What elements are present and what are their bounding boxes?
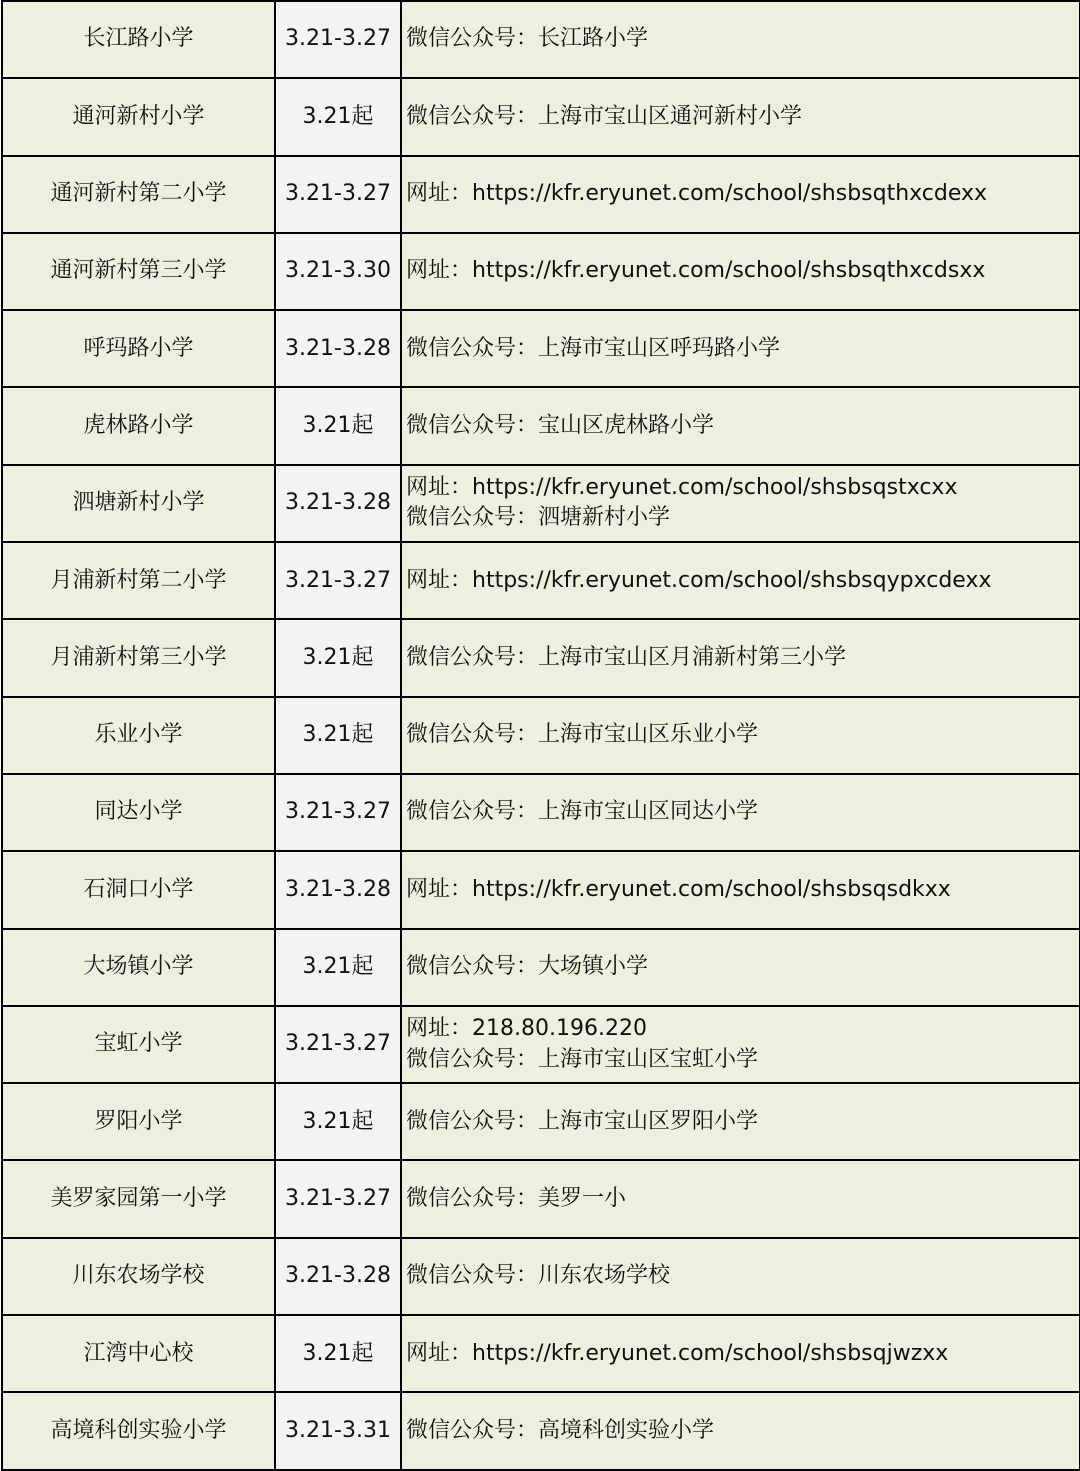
table-body — [2, 1, 1080, 1470]
table-row — [2, 1083, 1080, 1160]
contact-info-cell — [401, 1083, 1080, 1160]
school-name-cell: 月浦新村第三小学 — [2, 619, 275, 696]
school-name-cell: 通河新村第二小学 — [2, 156, 275, 233]
date-range-cell: 3.21-3.30 — [275, 233, 401, 310]
school-name-cell: 川东农场学校 — [2, 1238, 275, 1315]
contact-info-cell — [401, 156, 1080, 233]
school-name-cell: 通河新村小学 — [2, 78, 275, 155]
date-range-cell: 3.21-3.27 — [275, 1, 401, 78]
date-range-cell: 3.21起 — [275, 929, 401, 1006]
contact-info-cell — [401, 233, 1080, 310]
contact-info-cell — [401, 465, 1080, 542]
contact-info-line: 微信公众号：上海市宝山区乐业小学 — [406, 722, 759, 748]
contact-info-line: 网址：https://kfr.eryunet.com/school/shsbsqstxcxx — [406, 475, 958, 501]
table-row — [2, 851, 1080, 928]
table-row — [2, 1315, 1080, 1392]
contact-info-cell — [401, 1315, 1080, 1392]
contact-info-line: 网址：https://kfr.eryunet.com/school/shsbsqypxcdexx — [406, 567, 992, 593]
date-range-cell: 3.21-3.27 — [275, 542, 401, 619]
table-row — [2, 1160, 1080, 1237]
contact-info-line: 微信公众号：高境科创实验小学 — [406, 1417, 715, 1443]
table-row — [2, 1, 1080, 78]
contact-info-line: 网址：218.80.196.220 — [406, 1016, 647, 1042]
contact-info-line: 网址：https://kfr.eryunet.com/school/shsbsqthxcdexx — [406, 181, 988, 207]
contact-info-cell — [401, 78, 1080, 155]
date-range-cell: 3.21-3.27 — [275, 1006, 401, 1083]
date-range-cell: 3.21-3.28 — [275, 310, 401, 387]
contact-info-cell — [401, 542, 1080, 619]
contact-info-line: 微信公众号：川东农场学校 — [406, 1263, 671, 1289]
table-row — [2, 465, 1080, 542]
school-schedule-table — [1, 0, 1080, 1471]
contact-info-line: 微信公众号：上海市宝山区呼玛路小学 — [406, 335, 781, 361]
contact-info-line: 微信公众号：美罗一小 — [406, 1185, 627, 1211]
date-range-cell: 3.21起 — [275, 619, 401, 696]
contact-info-line: 网址：https://kfr.eryunet.com/school/shsbsqsdkxx — [406, 876, 951, 902]
table-row — [2, 156, 1080, 233]
contact-info-line: 微信公众号：上海市宝山区同达小学 — [406, 799, 759, 825]
school-name-cell: 乐业小学 — [2, 697, 275, 774]
school-name-cell: 罗阳小学 — [2, 1083, 275, 1160]
table-row — [2, 1392, 1080, 1469]
date-range-cell: 3.21起 — [275, 387, 401, 464]
contact-info-line: 微信公众号：上海市宝山区宝虹小学 — [406, 1046, 759, 1072]
contact-info-cell — [401, 1160, 1080, 1237]
table-row — [2, 1006, 1080, 1083]
table-row — [2, 1238, 1080, 1315]
school-name-cell: 宝虹小学 — [2, 1006, 275, 1083]
date-range-cell: 3.21-3.27 — [275, 1160, 401, 1237]
date-range-cell: 3.21-3.27 — [275, 774, 401, 851]
school-name-cell: 通河新村第三小学 — [2, 233, 275, 310]
date-range-cell: 3.21起 — [275, 1315, 401, 1392]
table-row — [2, 542, 1080, 619]
school-name-cell: 石洞口小学 — [2, 851, 275, 928]
school-name-cell: 月浦新村第二小学 — [2, 542, 275, 619]
contact-info-line: 微信公众号：上海市宝山区罗阳小学 — [406, 1108, 759, 1134]
contact-info-line: 微信公众号：上海市宝山区通河新村小学 — [406, 103, 803, 129]
date-range-cell: 3.21-3.31 — [275, 1392, 401, 1469]
school-name-cell: 高境科创实验小学 — [2, 1392, 275, 1469]
table-row — [2, 310, 1080, 387]
contact-info-line: 微信公众号：长江路小学 — [406, 26, 649, 52]
contact-info-line: 微信公众号：宝山区虎林路小学 — [406, 412, 715, 438]
contact-info-cell — [401, 929, 1080, 1006]
contact-info-cell — [401, 1392, 1080, 1469]
school-name-cell: 呼玛路小学 — [2, 310, 275, 387]
school-name-cell: 虎林路小学 — [2, 387, 275, 464]
contact-info-cell — [401, 697, 1080, 774]
date-range-cell: 3.21-3.28 — [275, 465, 401, 542]
school-name-cell: 泗塘新村小学 — [2, 465, 275, 542]
school-name-cell: 同达小学 — [2, 774, 275, 851]
date-range-cell: 3.21起 — [275, 78, 401, 155]
date-range-cell: 3.21-3.28 — [275, 1238, 401, 1315]
contact-info-cell — [401, 619, 1080, 696]
table-row — [2, 774, 1080, 851]
table-row — [2, 78, 1080, 155]
contact-info-line: 网址：https://kfr.eryunet.com/school/shsbsqjwzxx — [406, 1340, 949, 1366]
contact-info-cell — [401, 1, 1080, 78]
date-range-cell: 3.21-3.28 — [275, 851, 401, 928]
table-row — [2, 387, 1080, 464]
contact-info-cell — [401, 387, 1080, 464]
table-row — [2, 929, 1080, 1006]
table-row — [2, 697, 1080, 774]
table-row — [2, 619, 1080, 696]
date-range-cell: 3.21起 — [275, 1083, 401, 1160]
contact-info-line: 微信公众号：上海市宝山区月浦新村第三小学 — [406, 644, 847, 670]
contact-info-line: 微信公众号：大场镇小学 — [406, 954, 649, 980]
contact-info-line: 网址：https://kfr.eryunet.com/school/shsbsqthxcdsxx — [406, 258, 986, 284]
contact-info-cell — [401, 1238, 1080, 1315]
contact-info-cell — [401, 1006, 1080, 1083]
date-range-cell: 3.21-3.27 — [275, 156, 401, 233]
school-name-cell: 美罗家园第一小学 — [2, 1160, 275, 1237]
school-name-cell: 江湾中心校 — [2, 1315, 275, 1392]
date-range-cell: 3.21起 — [275, 697, 401, 774]
table-row — [2, 233, 1080, 310]
school-name-cell: 长江路小学 — [2, 1, 275, 78]
contact-info-cell — [401, 310, 1080, 387]
contact-info-line: 微信公众号：泗塘新村小学 — [406, 505, 671, 531]
contact-info-cell — [401, 851, 1080, 928]
contact-info-cell — [401, 774, 1080, 851]
school-name-cell: 大场镇小学 — [2, 929, 275, 1006]
